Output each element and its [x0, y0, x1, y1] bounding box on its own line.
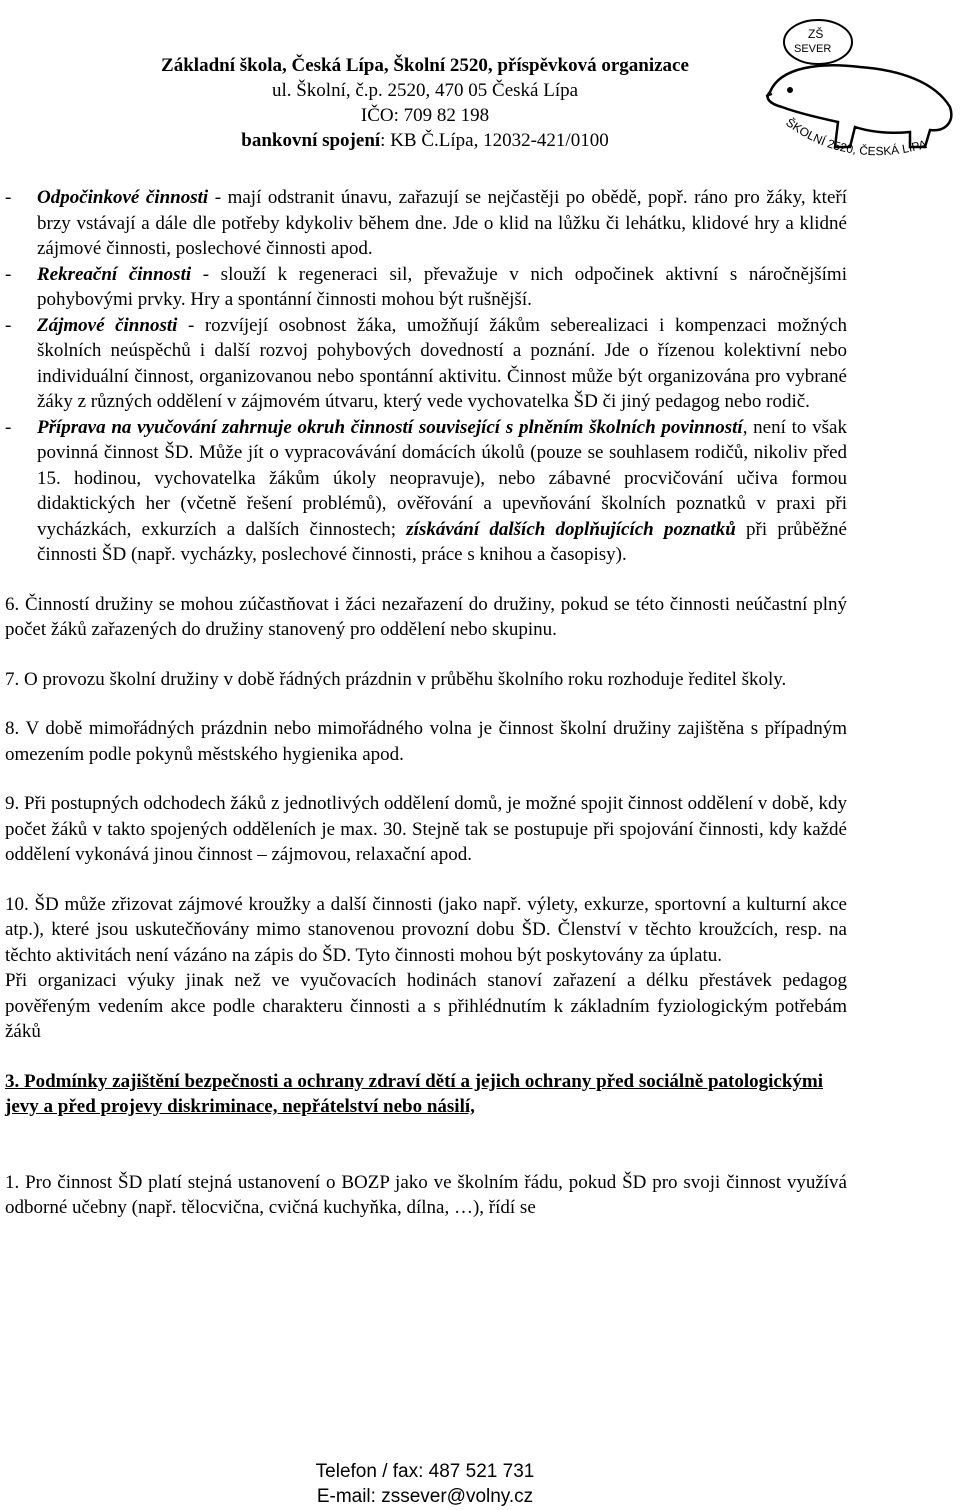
- activity-term: Odpočinkové činnosti: [37, 187, 209, 208]
- activity-term: Rekreační činnosti: [37, 263, 192, 285]
- footer-phone: Telefon / fax: 487 521 731: [315, 1461, 535, 1482]
- priprava-text: , není to však povinná činnost ŠD. Může jít o vypracovávání domácích úkolů (pouze se souhlasem rodičů, nikoliv před 15. hodinou, vychovatelka žákům úkoly neopravuje), nebo zábavné procvičování učiva formou didaktických her (včetně řešení problémů), ověřování a upevňování školních poznatků v praxi při vycházkách, exkurzích a dalších činnostech;: [37, 416, 847, 540]
- paragraph-7: 7. O provozu školní družiny v době řádných prázdnin v průběhu školního roku rozhoduje ředitel školy.: [5, 668, 787, 690]
- priprava-term: Příprava na vyučování zahrnuje okruh činností související s plněním školních povinností: [37, 416, 743, 438]
- activity-text: - rozvíjejí osobnost žáka, umožňují žákům seberealizaci i kompenzaci možných školních neúspěchů i další rozvoj pohybových dovedností a poznání. Jde o řízenou kolektivní nebo individuální činnost, organizovanou nebo spontánní aktivitu. Činnost může být organizována pro vybrané žáky z různých oddělení v zájmovém útvaru, který vede vychovatelka ŠD či jiný pedagog nebo rodič.: [37, 314, 847, 412]
- list-dash: -: [5, 263, 12, 285]
- list-dash: -: [5, 187, 12, 208]
- paragraph-10: 10. ŠD může zřizovat zájmové kroužky a další činnosti (jako např. výlety, exkurze, sportovní a kulturní akce atp.), které jsou uskutečňovány mimo stanovenou provozní dobu ŠD. Členství v těchto kroužcích, resp. na těchto aktivitách není vázáno na zápis do ŠD. Tyto činnosti mohou být poskytovány za úplatu.: [5, 893, 847, 966]
- activity-text: - mají odstranit únavu, zařazují se nejčastěji po obědě, popř. ráno pro žáky, kteří brzy vstávají a dále dle potřeby kdykoliv během dne. Jde o klid na lůžku či lehátku, klidové hry a klidné zájmové činnosti, poslechové činnosti apod.: [37, 187, 848, 259]
- logo-zs-text: ZŠ: [808, 27, 824, 41]
- document-body: [5, 185, 847, 1221]
- logo-arc-text: ŠKOLNÍ 2520, ČESKÁ LÍPA: [783, 115, 929, 159]
- paragraph-9: 9. Při postupných odchodech žáků z jednotlivých oddělení domů, je možné spojit činnost oddělení v době, kdy počet žáků v takto spojených odděleních je max. 30. Stejně tak se postupuje při spojování činnosti, kdy každé oddělení vykonává jinou činnost – zájmovou, relaxační apod.: [5, 793, 847, 865]
- list-item: [5, 185, 847, 262]
- paragraph-3-1: 1. Pro činnost ŠD platí stejná ustanovení o BOZP jako ve školním řádu, pokud ŠD pro svoji činnost využívá odborné učebny (např. tělocvična, cvičná kuchyňka, dílna, …), řídí se: [5, 1171, 847, 1218]
- school-logo-icon: [760, 12, 960, 162]
- logo-sever-text: SEVER: [794, 43, 832, 55]
- paragraph-8: 8. V době mimořádných prázdnin nebo mimořádného volna je činnost školní družiny zajištěna s případným omezením podle pokynů městského hygienika apod.: [5, 718, 847, 765]
- list-dash: -: [5, 416, 12, 438]
- priprava-text-2: při průběžné činnosti ŠD (např. vycházky, poslechové činnosti, práce s knihou a časopisy).: [37, 518, 847, 565]
- list-item: [5, 262, 847, 313]
- school-address: ul. Školní, č.p. 2520, 470 05 Česká Lípa: [271, 80, 579, 101]
- activity-text: - slouží k regeneraci sil, převažuje v nich odpočinek aktivní s náročnějšími pohybovými prvky. Hry a spontánní činnosti mohou být rušnější.: [37, 263, 847, 310]
- school-ico: IČO: 709 82 198: [360, 105, 490, 126]
- list-item: [5, 313, 847, 415]
- section-heading-3: 3. Podmínky zajištění bezpečnosti a ochrany zdraví dětí a jejich ochrany před sociálně patologickými jevy a před projevy diskriminace, nepřátelství nebo násilí,: [5, 1070, 824, 1117]
- list-item: [5, 415, 847, 568]
- list-dash: -: [5, 314, 12, 336]
- paragraph-10b: Při organizaci výuky jinak než ve vyučovacích hodinách stanoví zařazení a délku přestávek pedagog pověřeným vedením akce podle charakteru činnosti a s přihlédnutím k základním fyziologickým potřebám žáků: [5, 970, 847, 1042]
- paragraph-6: 6. Činností družiny se mohou zúčastňovat i žáci nezařazení do družiny, pokud se této činnosti neúčastní plný počet žáků zařazených do družiny stanovený pro oddělení nebo skupinu.: [5, 593, 847, 640]
- school-name: Základní škola, Česká Lípa, Školní 2520, příspěvková organizace: [161, 55, 689, 76]
- activity-term: Zájmové činnosti: [37, 314, 178, 336]
- bank-label: bankovní spojení: [241, 130, 381, 151]
- priprava-term-2: získávání dalších doplňujících poznatků: [406, 518, 736, 540]
- footer-email: E-mail: zssever@volny.cz: [316, 1486, 534, 1507]
- bank-value: : KB Č.Lípa, 12032-421/0100: [380, 130, 609, 151]
- bank-connection: [0, 128, 850, 154]
